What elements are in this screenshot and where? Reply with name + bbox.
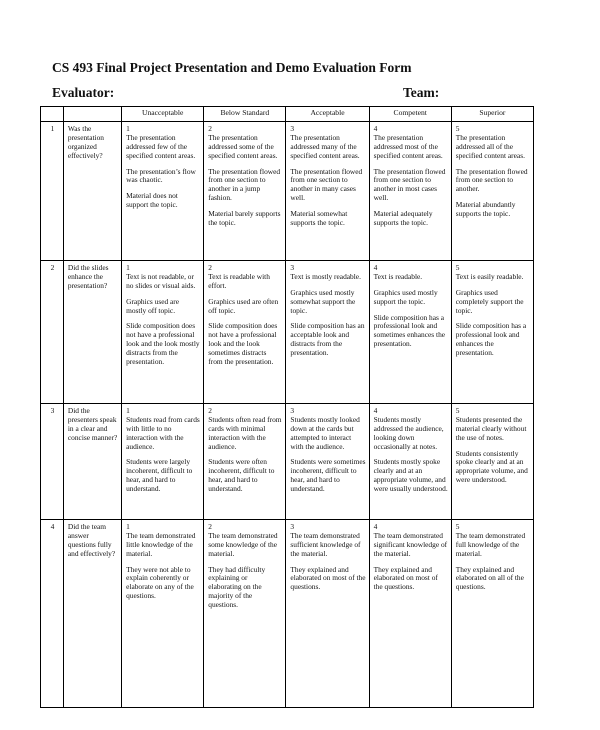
rubric-cell-below-standard bbox=[204, 261, 286, 404]
descriptor-text: Students were often incoherent, difficult to hear, and hard to understand. bbox=[208, 457, 275, 493]
descriptor-text: Students mostly addressed the audience, looking down occasionally at notes. bbox=[373, 414, 444, 451]
row-number: 2 bbox=[41, 261, 64, 404]
descriptor-text: The presentation addressed many of the specified content areas. bbox=[290, 132, 360, 160]
descriptor-text: The presentation’s flow was chaotic. bbox=[126, 166, 196, 185]
descriptor-text: Slide composition has an acceptable look and distracts from the presentation. bbox=[290, 321, 365, 357]
score-level: 3 bbox=[290, 124, 295, 133]
descriptor-text: Slide composition has a professional look and enhances the presentation. bbox=[455, 321, 527, 357]
score-level: 5 bbox=[455, 263, 460, 272]
descriptor-text: Graphics used mostly support the topic. bbox=[373, 287, 438, 306]
rubric-cell-below-standard bbox=[204, 122, 286, 261]
score-level: 1 bbox=[126, 263, 130, 272]
descriptor-text: Students presented the material clearly without the use of notes. bbox=[455, 414, 527, 442]
descriptor-text: Graphics used are mostly off topic. bbox=[126, 296, 180, 315]
descriptor-text: Material abundantly supports the topic. bbox=[455, 200, 516, 218]
descriptor-text: Students were sometimes incoherent, difficult to hear, and hard to understand. bbox=[290, 457, 366, 493]
row-number: 3 bbox=[41, 404, 64, 520]
rubric-cell-below-standard bbox=[204, 520, 286, 708]
score-level: 2 bbox=[208, 263, 212, 272]
descriptor-text: The team demonstrated some knowledge of the material. bbox=[208, 530, 278, 558]
rubric-cell-competent bbox=[369, 122, 451, 261]
criterion-question: Did the team answer questions fully and effectively? bbox=[63, 520, 121, 708]
header-acceptable: Acceptable bbox=[286, 107, 369, 122]
descriptor-text: The team demonstrated significant knowledge of the material. bbox=[373, 530, 448, 558]
score-level: 1 bbox=[126, 406, 130, 415]
descriptor-text: The presentation addressed few of the specified content areas. bbox=[126, 132, 196, 160]
descriptor-text: Slide composition does not have a professional look and the look mostly distracts from the presentation. bbox=[126, 321, 200, 366]
descriptor-text: Text is readable with effort. bbox=[208, 271, 270, 290]
descriptor-text: They had difficulty explaining or elaborating on the majority of the questions. bbox=[208, 564, 266, 609]
descriptor-text: Students were largely incoherent, difficult to hear, and hard to understand. bbox=[126, 457, 193, 493]
descriptor-text: The team demonstrated sufficient knowledge of the material. bbox=[290, 530, 361, 558]
score-level: 4 bbox=[373, 124, 378, 133]
rubric-cell-competent bbox=[369, 261, 451, 404]
rubric-cell-superior bbox=[451, 122, 533, 261]
descriptor-text: They explained and elaborated on all of the questions. bbox=[455, 564, 524, 592]
score-level: 5 bbox=[455, 124, 460, 133]
rubric-cell-acceptable bbox=[286, 122, 369, 261]
descriptor-text: Graphics used are often off topic. bbox=[208, 296, 279, 315]
descriptor-text: Text is easily readable. bbox=[455, 271, 524, 281]
descriptor-text: Material adequately supports the topic. bbox=[373, 209, 433, 227]
evaluator-label: Evaluator: bbox=[52, 85, 115, 100]
score-level: 5 bbox=[455, 406, 460, 415]
rubric-cell-below-standard bbox=[204, 404, 286, 520]
table-row bbox=[41, 122, 534, 261]
score-level: 2 bbox=[208, 406, 212, 415]
evaluation-rubric-table bbox=[40, 106, 534, 708]
descriptor-text: Students mostly spoke clearly and at an appropriate volume, and were usually understood. bbox=[373, 457, 448, 493]
descriptor-text: Slide composition has a professional look and sometimes enhances the presentation. bbox=[373, 312, 446, 349]
descriptor-text: The presentation flowed from one section to another in a jump fashion. bbox=[208, 166, 281, 203]
score-level: 4 bbox=[373, 406, 378, 415]
criterion-question: Did the slides enhance the presentation? bbox=[63, 261, 121, 404]
score-level: 5 bbox=[455, 522, 460, 531]
descriptor-text: The presentation flowed from one section to another. bbox=[455, 166, 528, 194]
descriptor-text: Graphics used mostly somewhat support the topic. bbox=[290, 287, 356, 315]
row-number: 4 bbox=[41, 520, 64, 708]
descriptor-text: Text is not readable, or no slides or visual aids. bbox=[126, 271, 196, 290]
descriptor-text: Material barely supports the topic. bbox=[208, 209, 281, 227]
header-number bbox=[41, 107, 64, 122]
header-unacceptable: Unacceptable bbox=[122, 107, 204, 122]
descriptor-text: Students mostly looked down at the cards but attempted to interact with the audience. bbox=[290, 414, 360, 451]
rubric-cell-unacceptable bbox=[122, 404, 204, 520]
descriptor-text: Graphics used completely support the topic. bbox=[455, 287, 524, 315]
rubric-cell-unacceptable bbox=[122, 520, 204, 708]
descriptor-text: Text is readable. bbox=[373, 271, 423, 281]
descriptor-text: Slide composition does not have a professional look and the look sometimes distracts from the presentation. bbox=[208, 321, 278, 366]
rubric-cell-unacceptable bbox=[122, 122, 204, 261]
score-level: 2 bbox=[208, 522, 212, 531]
score-level: 3 bbox=[290, 522, 295, 531]
criterion-question: Was the presentation organized effectively? bbox=[63, 122, 121, 261]
table-row bbox=[41, 261, 534, 404]
descriptor-text: The presentation flowed from one section to another in most cases well. bbox=[373, 166, 446, 203]
descriptor-text: Material somewhat supports the topic. bbox=[290, 209, 348, 227]
rubric-cell-superior bbox=[451, 520, 533, 708]
score-level: 1 bbox=[126, 522, 130, 531]
score-level: 1 bbox=[126, 124, 130, 133]
descriptor-text: The presentation addressed some of the specified content areas. bbox=[208, 132, 278, 160]
descriptor-text: They explained and elaborated on most of the questions. bbox=[290, 564, 366, 592]
descriptor-text: The presentation flowed from one section to another in many cases well. bbox=[290, 166, 363, 203]
score-level: 2 bbox=[208, 124, 212, 133]
header-criterion bbox=[63, 107, 121, 122]
rubric-cell-acceptable bbox=[286, 261, 369, 404]
table-row bbox=[41, 520, 534, 708]
descriptor-text: Students read from cards with little to no interaction with the audience. bbox=[126, 414, 200, 451]
rubric-cell-superior bbox=[451, 404, 533, 520]
descriptor-text: Text is mostly readable. bbox=[290, 271, 361, 281]
rubric-cell-unacceptable bbox=[122, 261, 204, 404]
descriptor-text: They explained and elaborated on most of the questions. bbox=[373, 564, 438, 592]
header-superior: Superior bbox=[451, 107, 533, 122]
criterion-question: Did the presenters speak in a clear and concise manner? bbox=[63, 404, 121, 520]
descriptor-text: Students consistently spoke clearly and at an appropriate volume, and were understood. bbox=[455, 448, 528, 485]
descriptor-text: The team demonstrated little knowledge of the material. bbox=[126, 530, 196, 558]
descriptor-text: Students often read from cards with minimal interaction with the audience. bbox=[208, 414, 282, 451]
descriptor-text: Material does not support the topic. bbox=[126, 191, 178, 210]
rubric-cell-acceptable bbox=[286, 520, 369, 708]
score-level: 4 bbox=[373, 263, 378, 272]
score-level: 3 bbox=[290, 406, 295, 415]
descriptor-text: The presentation addressed most of the specified content areas. bbox=[373, 132, 443, 160]
rubric-cell-competent bbox=[369, 520, 451, 708]
descriptor-text: The team demonstrated full knowledge of the material. bbox=[455, 530, 526, 558]
document-title: CS 493 Final Project Presentation and Demo Evaluation Form bbox=[52, 60, 412, 75]
score-level: 3 bbox=[290, 263, 295, 272]
rubric-cell-superior bbox=[451, 261, 533, 404]
team-label: Team: bbox=[403, 85, 440, 100]
descriptor-text: The presentation addressed all of the specified content areas. bbox=[455, 132, 525, 160]
header-competent: Competent bbox=[369, 107, 451, 122]
row-number: 1 bbox=[41, 122, 64, 261]
table-header-row bbox=[41, 107, 534, 122]
rubric-cell-acceptable bbox=[286, 404, 369, 520]
table-row bbox=[41, 404, 534, 520]
score-level: 4 bbox=[373, 522, 378, 531]
descriptor-text: They were not able to explain coherently or elaborate on any of the questions. bbox=[126, 564, 194, 601]
header-below-standard: Below Standard bbox=[204, 107, 286, 122]
rubric-cell-competent bbox=[369, 404, 451, 520]
